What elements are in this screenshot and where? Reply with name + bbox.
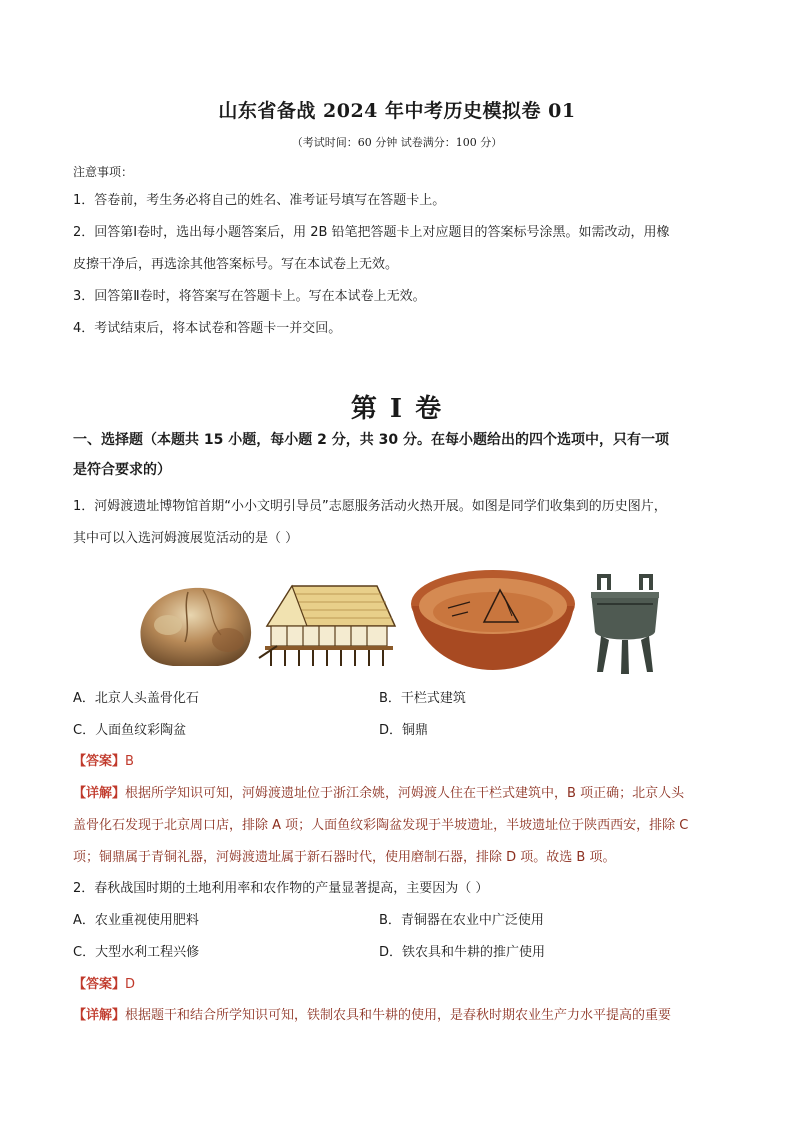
notes-heading: 注意事项：: [73, 165, 134, 179]
section-heading-cont: 是符合要求的）: [73, 462, 171, 478]
exam-title: 山东省备战 2024 年中考历史模拟卷 01: [218, 100, 576, 122]
answer-value: D: [125, 977, 136, 992]
question-2-stem: 2．春秋战国时期的土地利用率和农作物的产量显著提高，主要因为（ ）: [73, 881, 489, 896]
note-item: 3．回答第Ⅱ卷时，将答案写在答题卡上。写在本试卷上无效。: [73, 289, 426, 304]
q2-option-c: C．大型水利工程兴修: [73, 945, 200, 960]
answer-label: 【答案】: [73, 977, 126, 992]
bronze-ding-image: [585, 570, 665, 676]
detail-label: 【详解】: [73, 786, 126, 801]
detail-label: 【详解】: [73, 1008, 126, 1023]
note-item: 2．回答第Ⅰ卷时，选出每小题答案后，用 2B 铅笔把答题卡上对应题目的答案标号涂黑。如需改动，用橡: [73, 225, 670, 240]
q2-detail: [73, 1007, 671, 1025]
section-heading: 一、选择题（本题共 15 小题，每小题 2 分，共 30 分。在每小题给出的四个选项中，只有一项: [73, 432, 669, 448]
volume-heading: 第 I 卷: [350, 394, 444, 424]
note-item: 4．考试结束后，将本试卷和答题卡一并交回。: [73, 321, 342, 336]
q1-option-d: D．铜鼎: [379, 723, 429, 738]
q1-option-b: B．干栏式建筑: [379, 691, 466, 706]
q2-option-a: A．农业重视使用肥料: [73, 913, 199, 928]
painted-pottery-basin-image: [408, 566, 578, 672]
q1-answer: [73, 753, 134, 771]
note-item: 1．答卷前，考生务必将自己的姓名、准考证号填写在答题卡上。: [73, 193, 446, 208]
exam-subtitle: （考试时间：60 分钟 试卷满分：100 分）: [291, 136, 503, 149]
q1-detail: [73, 785, 684, 803]
q1-option-a: A．北京人头盖骨化石: [73, 691, 199, 706]
question-1-stem: 1．河姆渡遗址博物馆首期“小小文明引导员”志愿服务活动火热开展。如图是同学们收集到的历史图片，: [73, 499, 667, 514]
stilt-house-image: [257, 580, 399, 668]
detail-text: 根据所学知识可知，河姆渡遗址位于浙江余姚，河姆渡人住在干栏式建筑中，B 项正确；北京人头: [125, 786, 685, 801]
q1-detail-cont: 项；铜鼎属于青铜礼器，河姆渡遗址属于新石器时代，使用磨制石器，排除 D 项。故选 B 项。: [73, 850, 616, 865]
detail-text: 根据题干和结合所学知识可知，铁制农具和牛耕的使用，是春秋时期农业生产力水平提高的重要: [125, 1008, 672, 1023]
q2-option-b: B．青铜器在农业中广泛使用: [379, 913, 544, 928]
skull-fossil-image: [133, 580, 258, 670]
answer-label: 【答案】: [73, 754, 126, 769]
q2-answer: [73, 976, 135, 994]
q2-option-d: D．铁农具和牛耕的推广使用: [379, 945, 546, 960]
q1-option-c: C．人面鱼纹彩陶盆: [73, 723, 187, 738]
answer-value: B: [125, 754, 134, 769]
q1-detail-cont: 盖骨化石发现于北京周口店，排除 A 项；人面鱼纹彩陶盆发现于半坡遗址，半坡遗址位于陕西西安，排除 C: [73, 818, 689, 833]
question-1-stem-cont: 其中可以入选河姆渡展览活动的是（ ）: [73, 531, 299, 546]
note-item: 皮擦干净后，再选涂其他答案标号。写在本试卷上无效。: [73, 257, 399, 272]
